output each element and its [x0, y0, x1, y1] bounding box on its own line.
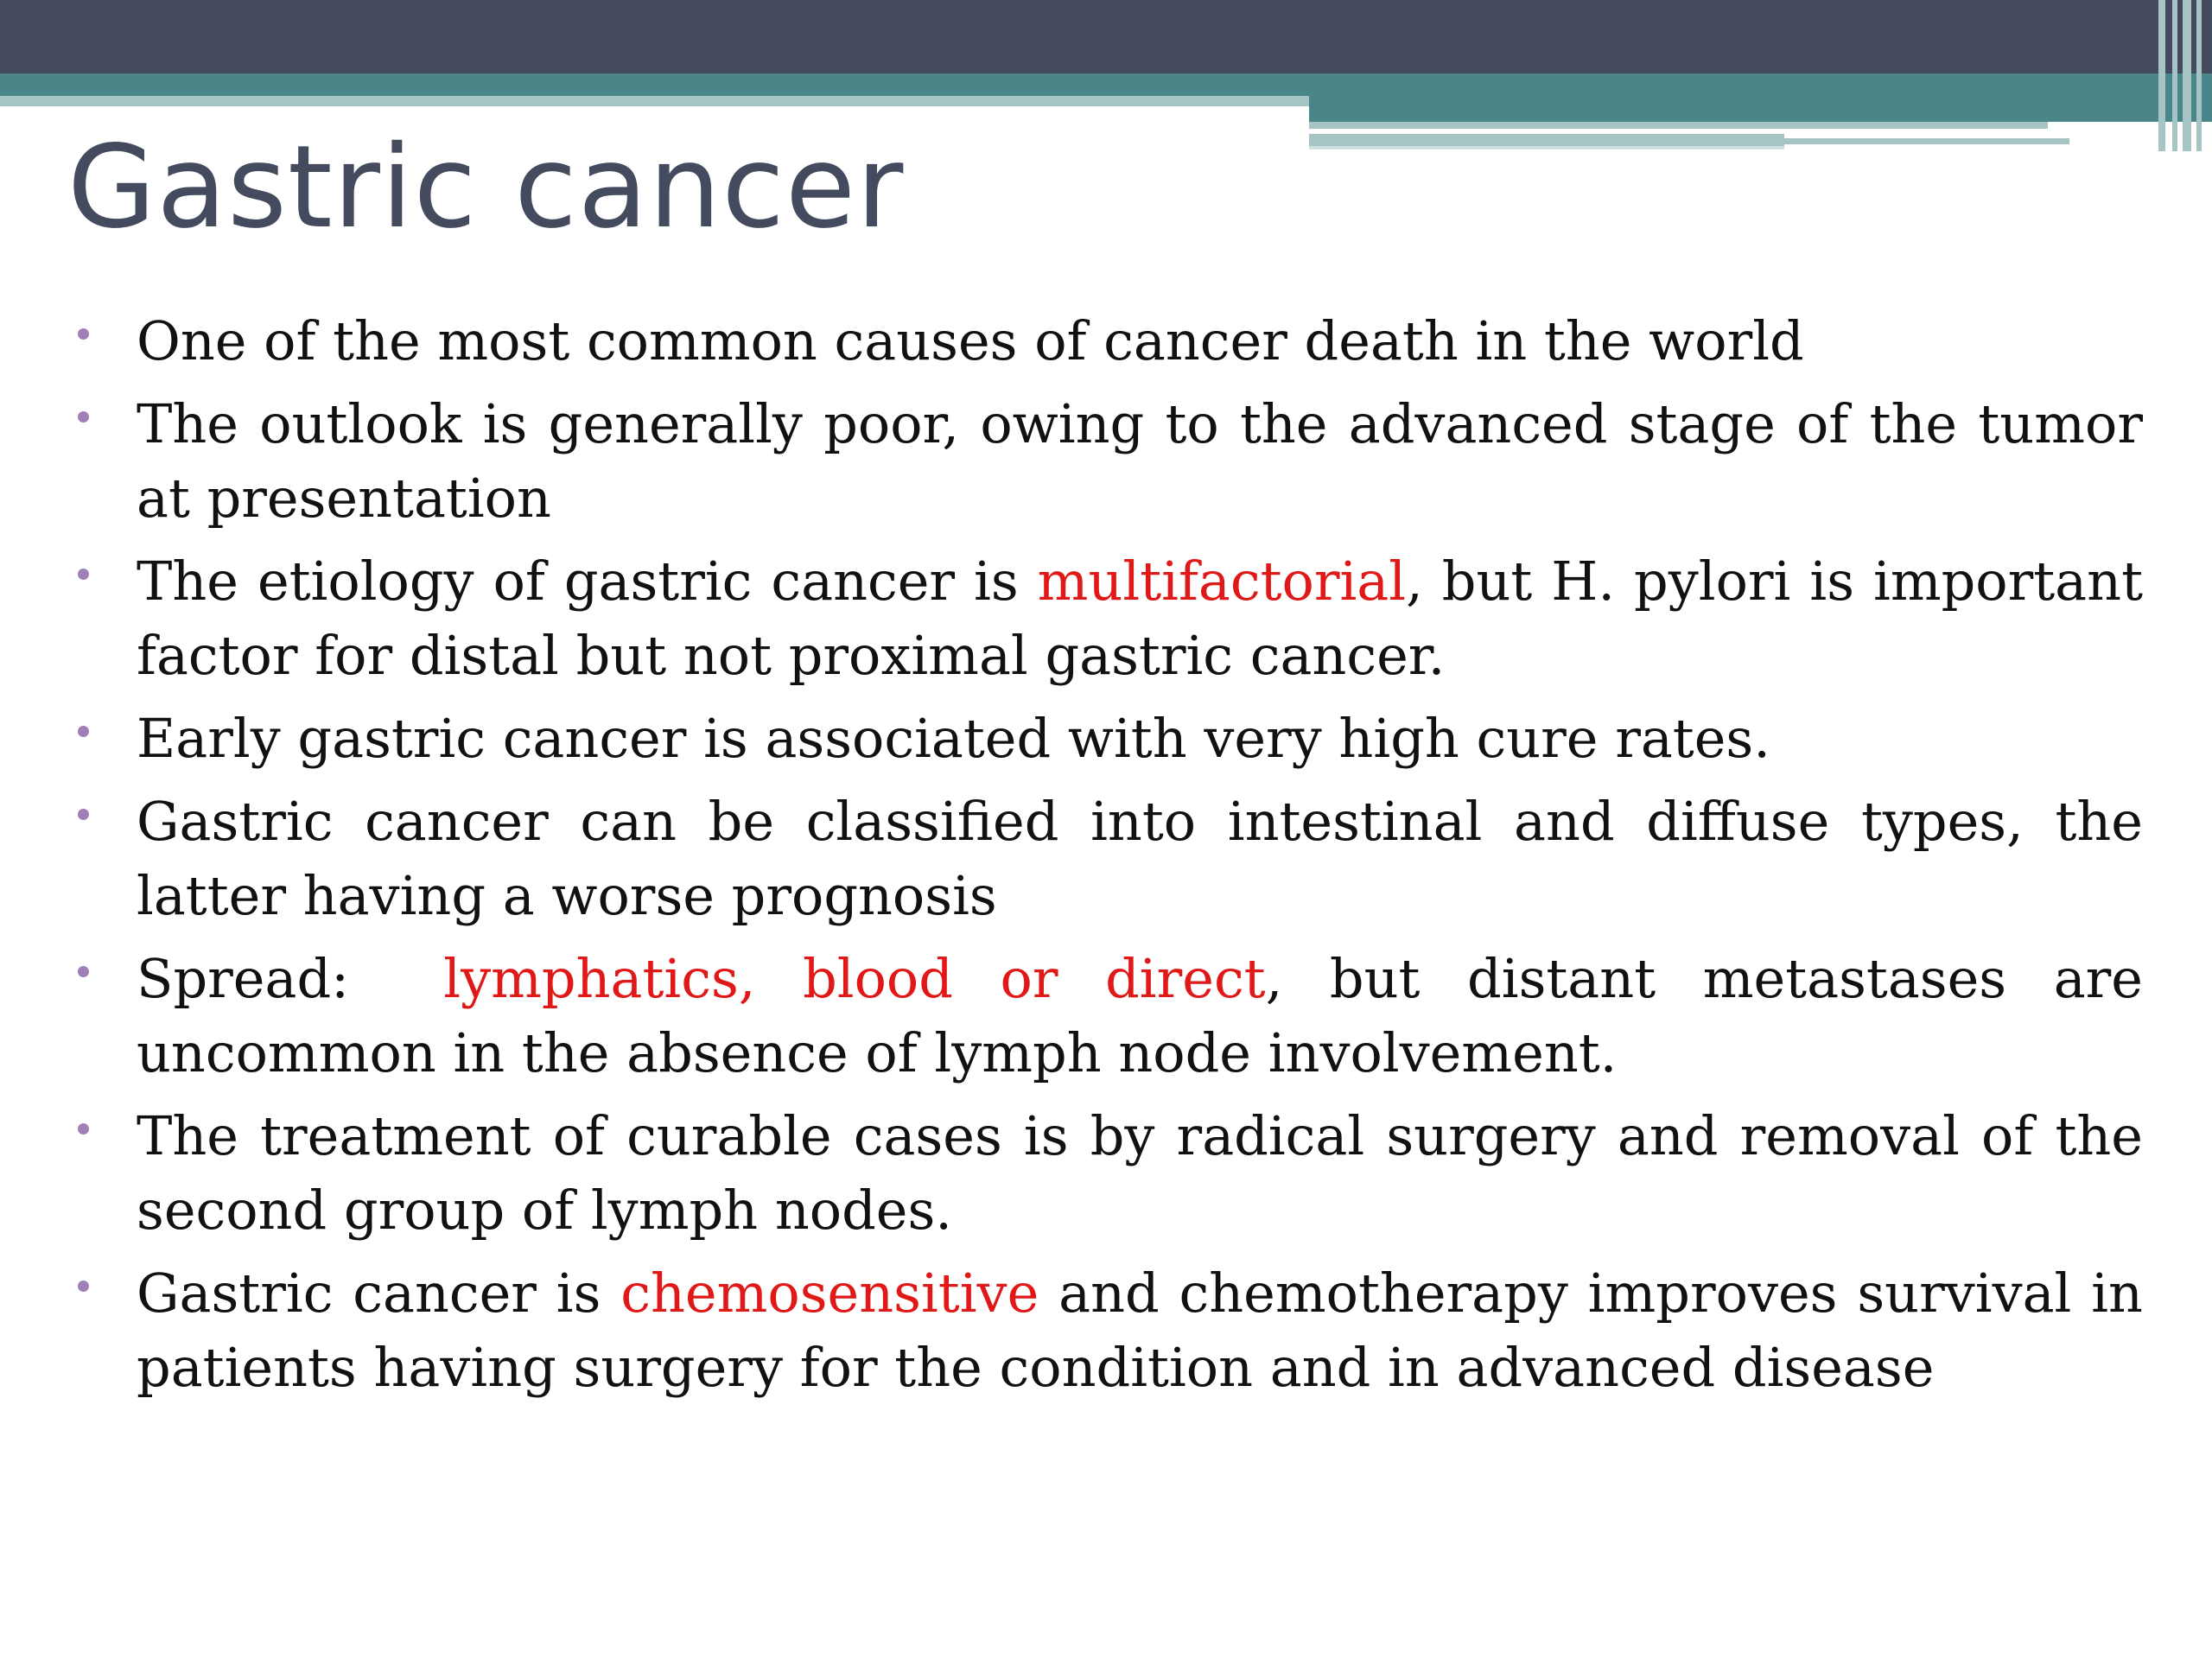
bullet-item — [0, 1099, 2212, 1248]
bullet-dot-icon — [78, 1123, 89, 1135]
header-accent-line — [1309, 122, 2048, 129]
bullet-dot-icon — [78, 1281, 89, 1292]
bullet-item — [0, 1256, 2212, 1405]
bullet-item — [0, 304, 2212, 378]
bullet-text-part: and chemotherapy improves survival in patients having surgery for the condition and in advanced disease — [137, 1262, 2143, 1399]
bullet-item — [0, 942, 2212, 1090]
bullet-list — [0, 304, 2212, 1414]
bullet-text-part: , but H. pylori is important factor for distal but not proximal gastric cancer. — [137, 550, 2143, 687]
bullet-text-part: The etiology of gastric cancer is — [137, 550, 1038, 613]
bullet-text — [137, 1256, 2143, 1405]
header-band-dark — [0, 0, 2212, 73]
bullet-dot-icon — [78, 411, 89, 423]
bullet-text: Gastric cancer can be classified into intestinal and diffuse types, the latter having a worse prognosis — [137, 790, 2143, 927]
highlighted-term: lymphatics, blood or direct — [443, 947, 1266, 1010]
bullet-item — [0, 387, 2212, 536]
header-accent-line — [1309, 134, 1784, 146]
bullet-dot-icon — [78, 569, 89, 580]
header-vertical-stripes — [2152, 0, 2212, 151]
bullet-text: Early gastric cancer is associated with very high cure rates. — [137, 707, 1770, 770]
highlighted-term: multifactorial — [1037, 550, 1407, 613]
bullet-text: The outlook is generally poor, owing to the advanced stage of the tumor at presentation — [137, 392, 2143, 530]
bullet-item — [0, 702, 2212, 776]
bullet-text — [137, 544, 2143, 693]
bullet-text: One of the most common causes of cancer death in the world — [137, 309, 1804, 372]
bullet-item — [0, 544, 2212, 693]
bullet-dot-icon — [78, 966, 89, 977]
slide-title: Gastric cancer — [67, 121, 905, 254]
highlighted-term: chemosensitive — [620, 1262, 1039, 1325]
bullet-text-part: , but distant metastases are uncommon in the absence of lymph node involvement. — [137, 947, 2144, 1084]
bullet-text — [137, 942, 2143, 1090]
header-accent-line — [1309, 146, 1784, 149]
header-accent-line — [1784, 138, 2069, 144]
bullet-text: The treatment of curable cases is by radical surgery and removal of the second group of lymph nodes. — [137, 1104, 2143, 1242]
header-band-teal — [0, 73, 2212, 96]
bullet-item — [0, 785, 2212, 933]
bullet-dot-icon — [78, 328, 89, 340]
header-band-step — [1309, 96, 2212, 122]
bullet-text-part: Spread: — [137, 947, 444, 1010]
bullet-text-part: Gastric cancer is — [137, 1262, 621, 1325]
bullet-dot-icon — [78, 809, 89, 820]
bullet-dot-icon — [78, 726, 89, 737]
header-band-light — [0, 96, 1309, 106]
